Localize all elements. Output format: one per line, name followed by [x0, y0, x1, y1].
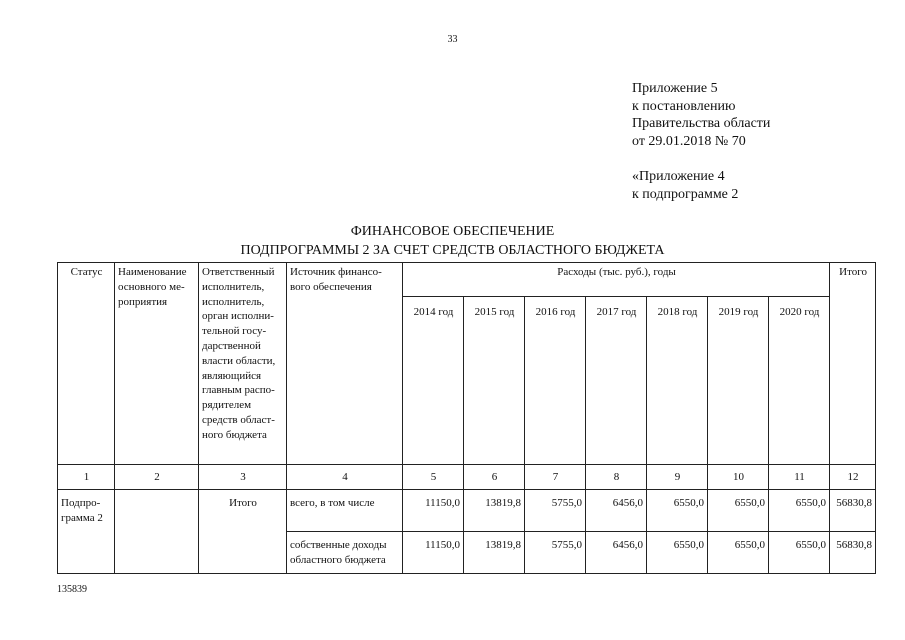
sub-appendix-line: «Приложение 4 — [632, 169, 725, 184]
header-source: Источник финансо-вого обеспечения — [287, 263, 403, 465]
header-executor: Ответственный исполнитель, исполнитель, орган исполни-тельной госу-дарственной власти области, являющийся главным распо-рядителем средств област-ного бюджета — [199, 263, 287, 465]
header-year: 2019 год — [708, 297, 769, 465]
row-value: 6550,0 — [708, 490, 769, 532]
column-number: 12 — [830, 465, 876, 490]
row-value: 6550,0 — [769, 532, 830, 574]
row-value: 5755,0 — [525, 490, 586, 532]
column-number: 1 — [58, 465, 115, 490]
row-executor: Итого — [199, 490, 287, 574]
appendix-line: Приложение 5 — [632, 81, 718, 96]
column-number: 9 — [647, 465, 708, 490]
column-number: 11 — [769, 465, 830, 490]
header-measure: Наименование основного ме-роприятия — [115, 263, 199, 465]
document-code: 135839 — [57, 584, 87, 595]
header-status: Статус — [58, 263, 115, 465]
column-number: 7 — [525, 465, 586, 490]
appendix-line: от 29.01.2018 № 70 — [632, 133, 746, 149]
row-value: 13819,8 — [464, 490, 525, 532]
header-year: 2014 год — [403, 297, 464, 465]
column-number-row — [58, 465, 876, 490]
appendix-line: Правительства области — [632, 116, 771, 131]
row-source: всего, в том числе — [287, 490, 403, 532]
header-year: 2015 год — [464, 297, 525, 465]
row-source: собственные доходы областного бюджета — [287, 532, 403, 574]
document-title — [0, 222, 905, 260]
row-value: 11150,0 — [403, 490, 464, 532]
row-value: 13819,8 — [464, 532, 525, 574]
column-number: 6 — [464, 465, 525, 490]
row-value: 6550,0 — [708, 532, 769, 574]
header-row — [58, 263, 876, 297]
row-value: 6456,0 — [586, 532, 647, 574]
row-value: 6550,0 — [647, 490, 708, 532]
header-total: Итого — [830, 263, 876, 465]
header-year: 2020 год — [769, 297, 830, 465]
row-value: 5755,0 — [525, 532, 586, 574]
sub-appendix-line: к подпрограмме 2 — [632, 186, 739, 202]
column-number: 5 — [403, 465, 464, 490]
appendix-line: к постановлению — [632, 98, 736, 114]
column-number: 3 — [199, 465, 287, 490]
column-number: 8 — [586, 465, 647, 490]
row-value: 6456,0 — [586, 490, 647, 532]
header-year: 2018 год — [647, 297, 708, 465]
row-value: 11150,0 — [403, 532, 464, 574]
header-year: 2016 год — [525, 297, 586, 465]
row-total: 56830,8 — [830, 490, 876, 532]
appendix-block — [632, 80, 770, 150]
header-year: 2017 год — [586, 297, 647, 465]
row-value: 6550,0 — [647, 532, 708, 574]
title-line-1: ФИНАНСОВОЕ ОБЕСПЕЧЕНИЕ — [350, 224, 555, 239]
column-number: 2 — [115, 465, 199, 490]
column-number: 4 — [287, 465, 403, 490]
row-value: 6550,0 — [769, 490, 830, 532]
column-number: 10 — [708, 465, 769, 490]
table-row — [58, 490, 876, 532]
row-measure — [115, 490, 199, 574]
sub-appendix-block — [632, 168, 738, 203]
page-number: 33 — [447, 34, 458, 45]
title-line-2: ПОДПРОГРАММЫ 2 ЗА СЧЕТ СРЕДСТВ ОБЛАСТНОГО БЮДЖЕТА — [240, 243, 665, 258]
header-expenses: Расходы (тыс. руб.), годы — [403, 263, 830, 297]
row-total: 56830,8 — [830, 532, 876, 574]
financing-table — [57, 262, 876, 574]
row-status: Подпро-грамма 2 — [58, 490, 115, 574]
